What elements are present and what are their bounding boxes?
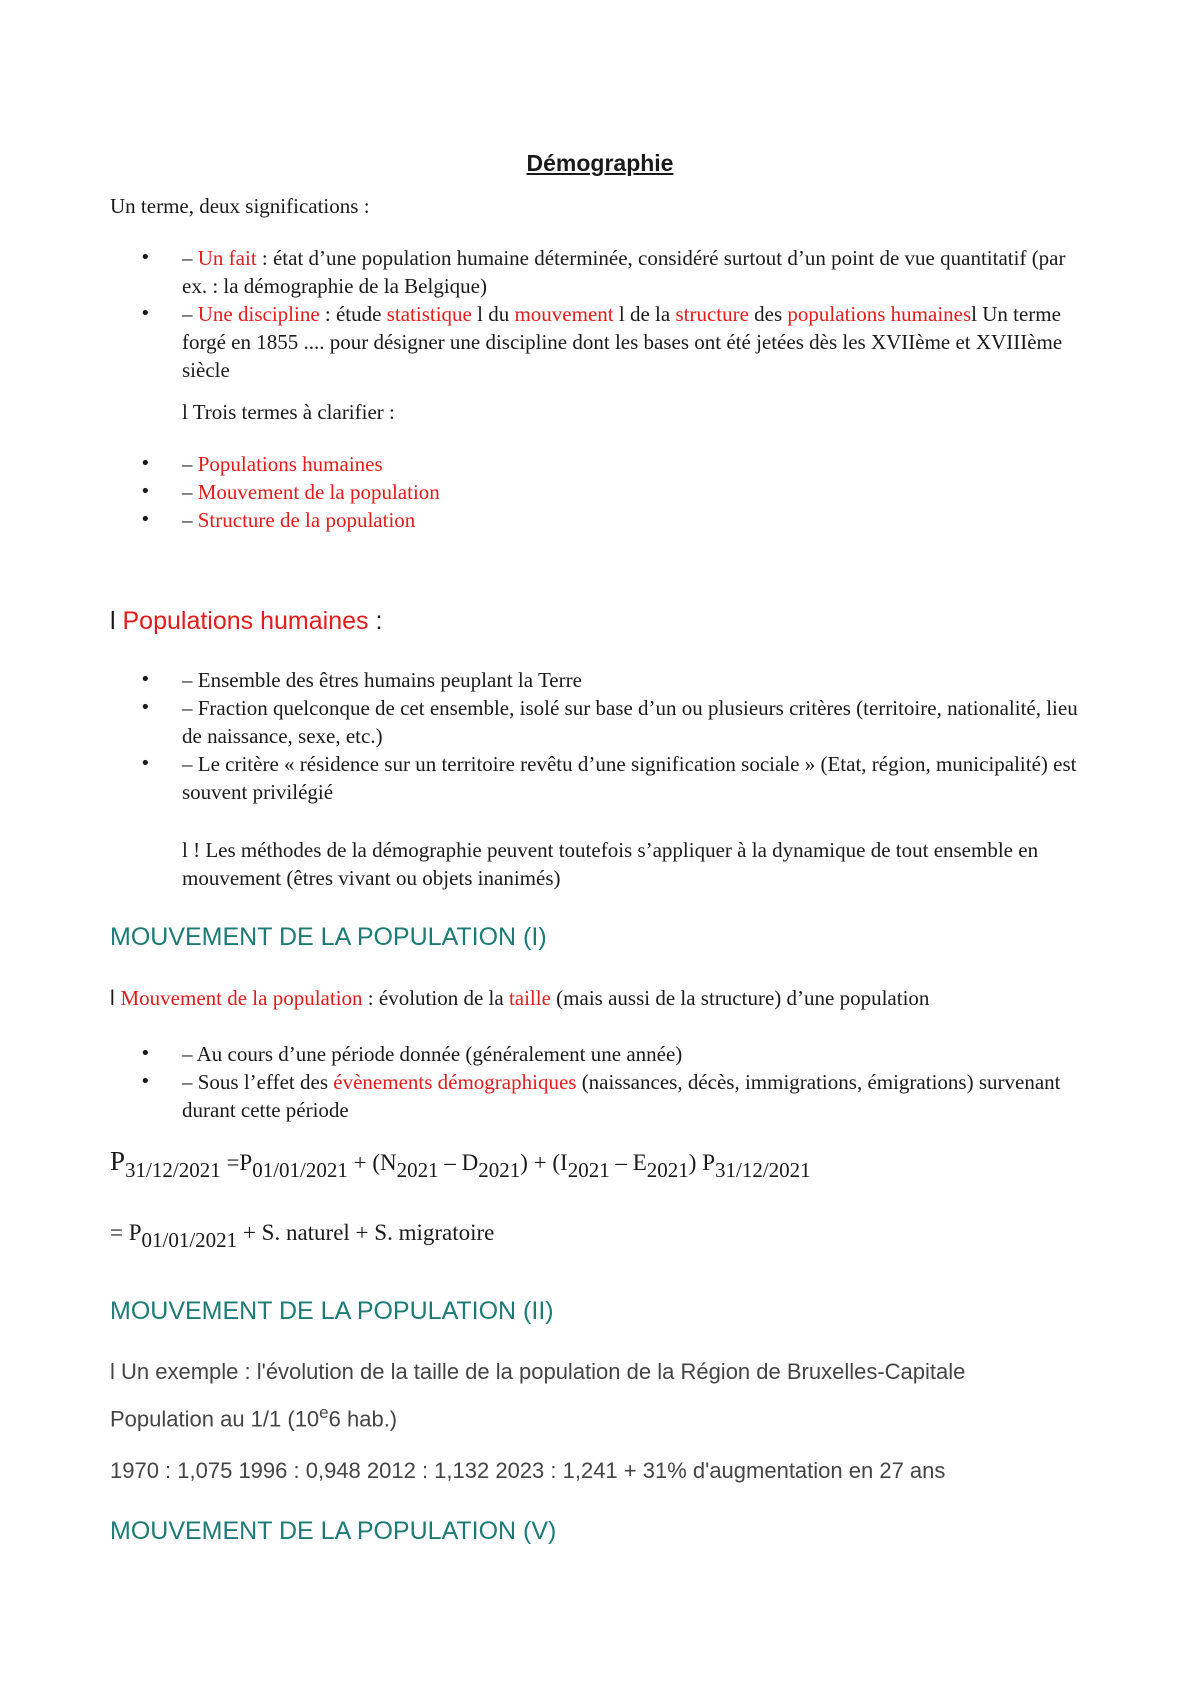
example-text: l Un exemple : l'évolution de la taille de la population de la Région de Bruxelles-Capitale (110, 1359, 966, 1384)
list-item: • – Populations humaines (110, 450, 1090, 478)
populations-note: l ! Les méthodes de la démographie peuvent toutefois s’appliquer à la dynamique de tout ensemble en mouvement (êtres vivant ou objets inanimés) (182, 838, 1039, 890)
list-item: • – Ensemble des êtres humains peuplant la Terre (110, 666, 1090, 694)
mouvement-list (110, 1040, 1090, 1124)
list-item: • – Au cours d’une période donnée (généralement une année) (110, 1040, 1090, 1068)
list-item: • – Un fait : état d’une population humaine déterminée, considéré surtout d’un point de vue quantitatif (par ex. : la démographie de la Belgique) (110, 244, 1090, 300)
population-label: Population au 1/1 (10e6 hab.) (110, 1403, 398, 1432)
formula-population-components: = $P_{01/01/2021} + S$. naturel + S. migratoire (110, 1220, 495, 1252)
terms-list (110, 450, 1090, 534)
population-values: 1970 : 1,075 1996 : 0,948 2012 : 1,132 2023 : 1,241 + 31% d'augmentation en 27 ans (110, 1458, 946, 1483)
mouvement-definition: l Mouvement de la population : évolution de la taille (mais aussi de la structure) d’une population (110, 986, 930, 1010)
list-item: • – Fraction quelconque de cet ensemble, isolé sur base d’un ou plusieurs critères (territoire, nationalité, lieu de naissance, sexe, etc.) (110, 694, 1090, 750)
clarify-intro: l Trois termes à clarifier : (182, 400, 395, 424)
list-item: • – Une discipline : étude statistique l du mouvement l de la structure des populations humainesl Un terme forgé en 1855 .... pour désigner une discipline dont les bases ont été jetées dès les XVIIème et XVIIIème siècle (110, 300, 1090, 384)
formula-population-balance: $P_{31/12/2021} =P_{01/01/2021} + (N_{2021} - D_{2021}) + (I_{2021} - E_{2021})$ $P_{31/12/2021}$ (110, 1146, 811, 1182)
heading-mouvement-5: MOUVEMENT DE LA POPULATION (V) (110, 1517, 557, 1545)
list-item: • – Structure de la population (110, 506, 1090, 534)
meanings-list (110, 244, 1090, 384)
list-item: • – Sous l’effet des évènements démographiques (naissances, décès, immigrations, émigrations) survenant durant cette période (110, 1068, 1090, 1124)
heading-mouvement-1: MOUVEMENT DE LA POPULATION (I) (110, 923, 547, 951)
populations-list (110, 666, 1090, 806)
page-title: Démographie (526, 150, 674, 176)
list-item: • – Mouvement de la population (110, 478, 1090, 506)
list-item: • – Le critère « résidence sur un territoire revêtu d’une signification sociale » (Etat, région, municipalité) est souvent privilégié (110, 750, 1090, 806)
section-heading-populations: l Populations humaines : (110, 607, 383, 635)
intro-text: Un terme, deux significations : (110, 194, 370, 218)
heading-mouvement-2: MOUVEMENT DE LA POPULATION (II) (110, 1297, 554, 1325)
